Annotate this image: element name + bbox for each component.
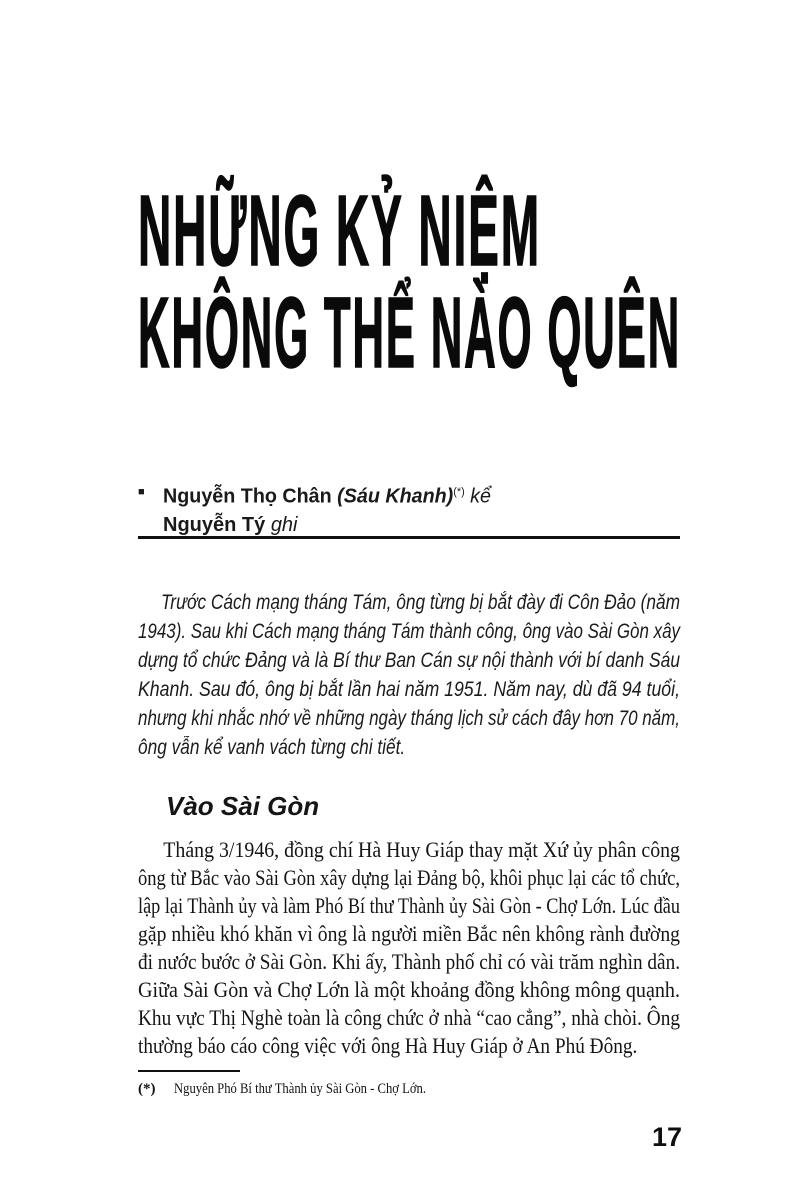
byline-divider (138, 536, 680, 539)
footnote-divider (138, 1070, 240, 1072)
writer-name: Nguyễn Tý (163, 513, 266, 536)
intro-paragraph (138, 588, 800, 762)
text-line: ông vẫn kể vanh vách từng chi tiết. (138, 736, 406, 759)
text-line: thường báo cáo công việc với ông Hà Huy Giáp ở An Phú Đông. (138, 1033, 638, 1058)
byline-text (163, 478, 496, 539)
footnote-marker: (*) (453, 486, 465, 498)
page-title (138, 175, 800, 389)
body-paragraph (138, 836, 792, 1060)
text-line: đi nước bước ở Sài Gòn. Khi ấy, Thành phố chỉ có vài trăm nghìn dân. (138, 949, 680, 974)
text-line: gặp nhiều khó khăn vì ông là người miền Bắc nên không rành đường (138, 921, 680, 946)
page-title-line-1: NHỮNG KỶ NIỆM (138, 175, 541, 287)
text-line: Khanh. Sau đó, ông bị bắt lần hai năm 1951. Năm nay, dù đã 94 tuổi, (138, 678, 680, 701)
text-line: dựng tổ chức Đảng và là Bí thư Ban Cán sự nội thành với bí danh Sáu (138, 649, 680, 672)
page-title-line-2: KHÔNG THỂ NÀO QUÊN (138, 277, 681, 389)
byline (138, 478, 496, 539)
footnote-text: Nguyên Phó Bí thư Thành ủy Sài Gòn - Chợ Lớn. (173, 1081, 426, 1097)
narrator-role: kể (470, 485, 491, 508)
byline-narrator (163, 478, 491, 511)
square-bullet-icon: ■ (138, 486, 145, 498)
writer-role: ghi (270, 513, 298, 536)
byline-writer (163, 511, 298, 539)
text-line: Tháng 3/1946, đồng chí Hà Huy Giáp thay mặt Xứ ủy phân công (163, 837, 680, 862)
text-line: 1943). Sau khi Cách mạng tháng Tám thành công, ông vào Sài Gòn xây (138, 620, 680, 643)
text-line: Giữa Sài Gòn và Chợ Lớn là một khoảng đồng không mông quạnh. (138, 977, 680, 1002)
text-line: ông từ Bắc vào Sài Gòn xây dựng lại Đảng bộ, khôi phục lại các tổ chức, (138, 865, 680, 890)
text-line: Trước Cách mạng tháng Tám, ông từng bị bắt đày đi Côn Đảo (năm (161, 591, 681, 614)
section-heading: Vào Sài Gòn (166, 791, 320, 821)
text-line: Khu vực Thị Nghè toàn là công chức ở nhà “cao cẳng”, nhà chòi. Ông (138, 1005, 680, 1030)
narrator-name: Nguyễn Thọ Chân (163, 485, 332, 508)
footnote (138, 1078, 473, 1100)
narrator-alias: (Sáu Khanh) (337, 485, 454, 508)
text-line: nhưng khi nhắc nhớ về những ngày tháng lịch sử cách đây hơn 70 năm, (138, 707, 680, 730)
text-line: lập lại Thành ủy và làm Phó Bí thư Thành ủy Sài Gòn - Chợ Lớn. Lúc đầu (138, 893, 680, 918)
footnote-marker: (*) (138, 1081, 156, 1097)
page-number: 17 (652, 1122, 683, 1152)
